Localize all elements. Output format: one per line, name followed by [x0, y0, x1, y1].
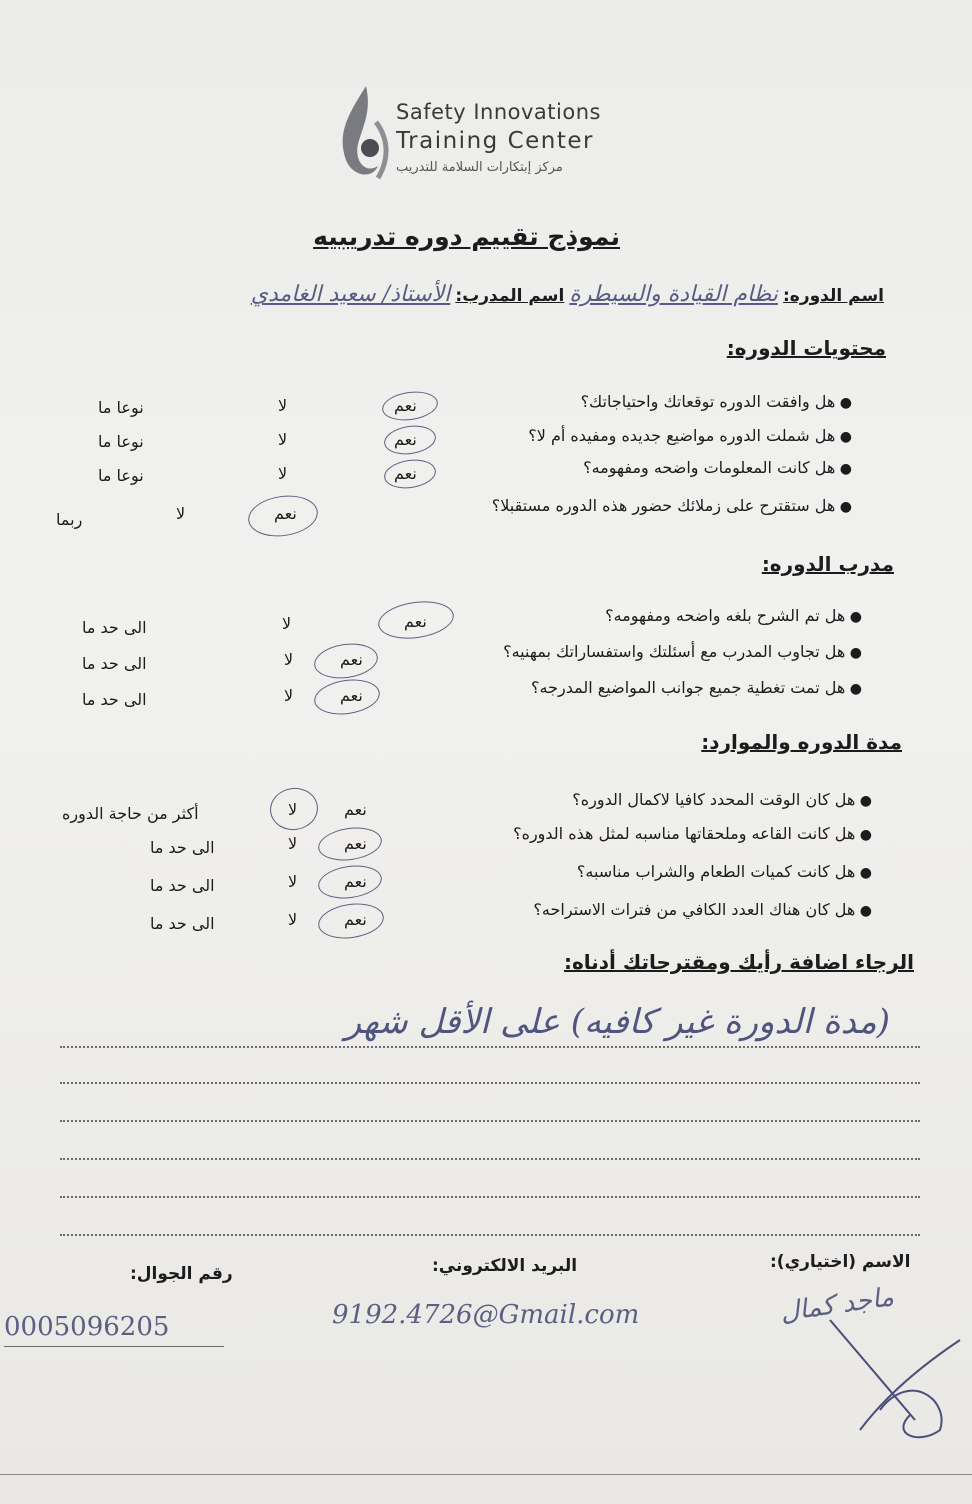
- answer-other[interactable]: نوعا ما: [98, 466, 144, 485]
- answer-yes[interactable]: نعم: [340, 650, 363, 669]
- footer-divider: [0, 1474, 972, 1475]
- answer-circle-mark: [382, 457, 437, 492]
- section-heading-duration: مدة الدوره والموارد:: [701, 730, 902, 754]
- question-text: ● هل تمت تغطية جميع جوانب المواضيع المدرجه؟: [531, 678, 862, 697]
- answer-other[interactable]: أكثر من حاجة الدوره: [62, 804, 199, 823]
- answer-circle-mark: [316, 900, 386, 943]
- answer-yes[interactable]: نعم: [344, 800, 367, 819]
- question-text: ● هل ستقترح على زملائك حضور هذه الدوره مستقبلا؟: [491, 496, 852, 515]
- question-text: ● هل كانت المعلومات واضحه ومفهومه؟: [583, 458, 852, 477]
- answer-no[interactable]: لا: [278, 396, 288, 415]
- answer-other[interactable]: نوعا ما: [98, 398, 144, 417]
- answer-other[interactable]: الى حد ما: [150, 838, 215, 857]
- answer-no[interactable]: لا: [278, 430, 288, 449]
- feedback-label: الرجاء اضافة رأيك ومقترحاتك أدناه:: [563, 950, 914, 974]
- answer-no[interactable]: لا: [284, 686, 294, 705]
- question-text: ● هل شملت الدوره مواضيع جديده ومفيده أم لا؟: [528, 426, 852, 445]
- feedback-line: [60, 1046, 920, 1048]
- section-heading-trainer: مدرب الدوره:: [761, 552, 894, 576]
- phone-label: رقم الجوال:: [130, 1264, 233, 1284]
- course-name-label: اسم الدوره:: [782, 286, 884, 306]
- phone-value[interactable]: 0005096205: [4, 1312, 170, 1342]
- answer-circle-mark: [316, 862, 384, 903]
- answer-yes[interactable]: نعم: [344, 872, 367, 891]
- answer-no[interactable]: لا: [288, 800, 298, 819]
- answer-circle-mark: [246, 491, 321, 540]
- answer-yes[interactable]: نعم: [340, 686, 363, 705]
- answer-circle-mark: [380, 388, 439, 424]
- name-label: الاسم (اختياري):: [770, 1252, 911, 1272]
- answer-other[interactable]: الى حد ما: [82, 690, 147, 709]
- section-heading-contents: محتويات الدوره:: [726, 336, 886, 360]
- answer-circle-mark: [316, 824, 384, 865]
- question-text: ● هل تجاوب المدرب مع أسئلتك واستفساراتك بمهنيه؟: [503, 642, 862, 661]
- answer-circle-mark: [376, 597, 456, 643]
- answer-circle-mark: [267, 785, 320, 833]
- signature-icon: [820, 1300, 970, 1450]
- answer-other[interactable]: الى حد ما: [82, 618, 147, 637]
- logo-line-1: Safety Innovations: [396, 100, 601, 124]
- answer-yes[interactable]: نعم: [274, 504, 297, 523]
- trainer-name-label: اسم المدرب:: [455, 286, 565, 306]
- logo-line-2: Training Center: [396, 128, 594, 154]
- feedback-line: [60, 1120, 920, 1122]
- name-value[interactable]: ماجد كمال: [778, 1282, 896, 1328]
- answer-other[interactable]: الى حد ما: [150, 914, 215, 933]
- answer-circle-mark: [312, 640, 380, 683]
- logo-arabic: مركز إبتكارات السلامة للتدريب: [396, 160, 563, 175]
- answer-yes[interactable]: نعم: [404, 612, 427, 631]
- course-trainer-row: [64, 282, 884, 307]
- answer-no[interactable]: لا: [288, 872, 298, 891]
- trainer-name-value: الأستاذ/ سعيد الغامدي: [250, 282, 451, 307]
- answer-yes[interactable]: نعم: [344, 834, 367, 853]
- email-label: البريد الالكتروني:: [432, 1256, 578, 1276]
- feedback-line: [60, 1196, 920, 1198]
- question-text: ● هل كان الوقت المحدد كافيا لاكمال الدوره؟: [572, 790, 872, 809]
- question-text: ● هل وافقت الدوره توقعاتك واحتياجاتك؟: [580, 392, 852, 411]
- answer-yes[interactable]: نعم: [344, 910, 367, 929]
- answer-yes[interactable]: نعم: [394, 430, 417, 449]
- answer-yes[interactable]: نعم: [394, 464, 417, 483]
- course-name-value: نظام القيادة والسيطرة: [569, 282, 778, 307]
- feedback-line: [60, 1234, 920, 1236]
- answer-other[interactable]: نوعا ما: [98, 432, 144, 451]
- question-text: ● هل كانت القاعه وملحقاتها مناسبه لمثل هذه الدوره؟: [513, 824, 872, 843]
- phone-underline: [4, 1346, 224, 1347]
- answer-circle-mark: [312, 676, 382, 719]
- logo-flame-icon: [332, 82, 392, 192]
- answer-circle-mark: [382, 423, 437, 458]
- answer-yes[interactable]: نعم: [394, 396, 417, 415]
- answer-no[interactable]: لا: [284, 650, 294, 669]
- answer-no[interactable]: لا: [288, 834, 298, 853]
- question-text: ● هل كان هناك العدد الكافي من فترات الاستراحه؟: [533, 900, 872, 919]
- email-value[interactable]: 9192.4726@Gmail.com: [332, 1300, 640, 1330]
- feedback-line: [60, 1082, 920, 1084]
- answer-no[interactable]: لا: [282, 614, 292, 633]
- feedback-value[interactable]: (مدة الدورة غير كافيه) على الأقل شهر: [344, 1002, 890, 1042]
- page-title: نموذج تقييم دوره تدريبيه: [313, 222, 620, 251]
- question-text: ● هل تم الشرح بلغه واضحه ومفهومه؟: [605, 606, 862, 625]
- answer-no[interactable]: لا: [278, 464, 288, 483]
- feedback-line: [60, 1158, 920, 1160]
- answer-other[interactable]: الى حد ما: [82, 654, 147, 673]
- answer-no[interactable]: لا: [176, 504, 186, 523]
- answer-other[interactable]: الى حد ما: [150, 876, 215, 895]
- answer-other[interactable]: ربما: [56, 510, 83, 529]
- question-text: ● هل كانت كميات الطعام والشراب مناسبه؟: [576, 862, 872, 881]
- answer-no[interactable]: لا: [288, 910, 298, 929]
